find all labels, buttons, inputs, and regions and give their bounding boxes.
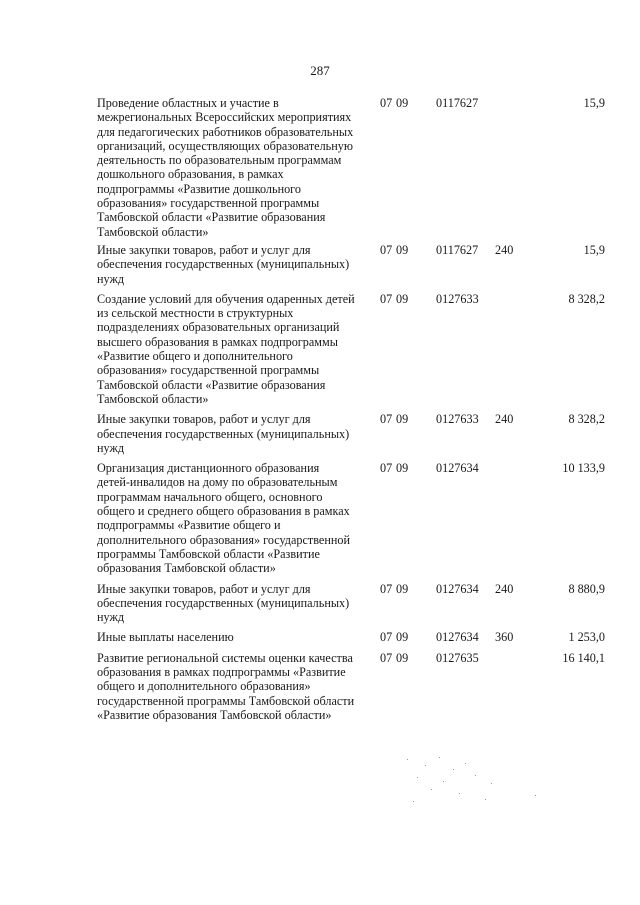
row-section: 07 [380,96,393,110]
row-description: Иные закупки товаров, работ и услуг для обеспечения государственных (муниципальных) нужд [97,581,350,625]
row-subsection: 09 [396,630,409,645]
row-description: Создание условий для обучения одаренных детей из сельской местности в структурных подразделениях образовательных организаций высшего образования в рамках подпрограммы «Развитие общего и дополнительного образования» государственной программы Тамбовской области «Развитие образования Тамбовской области» [97,291,355,406]
table-row [97,651,605,722]
row-target-article: 0127634 [436,581,479,596]
row-section: 07 [380,630,393,645]
budget-table [97,96,605,722]
row-amount: 15,9 [583,242,605,257]
table-row [97,96,605,239]
row-amount: 15,9 [583,96,605,110]
row-expense-type: 240 [495,581,514,596]
row-target-article: 0127634 [436,630,479,645]
scan-speckle [395,755,545,815]
row-section: 07 [380,242,393,257]
table-row [97,582,605,625]
row-section: 07 [380,412,393,427]
row-target-article: 0127635 [436,650,479,665]
row-expense-type: 240 [495,242,514,257]
row-subsection: 09 [396,650,409,665]
row-expense-type: 240 [495,412,514,427]
row-subsection: 09 [396,242,409,257]
row-amount: 8 880,9 [568,581,605,596]
row-subsection: 09 [396,291,409,306]
table-row [97,461,605,575]
table-row [97,292,605,406]
row-section: 07 [380,650,393,665]
row-description: Иные закупки товаров, работ и услуг для обеспечения государственных (муниципальных) нужд [97,242,350,286]
row-amount: 8 328,2 [568,412,605,427]
table-row [97,412,605,455]
row-amount: 1 253,0 [568,630,605,645]
row-subsection: 09 [396,581,409,596]
row-description: Развитие региональной системы оценки качества образования в рамках подпрограммы «Развитие общего и дополнительного образования» государственной программы Тамбовской области «Развитие образования Тамбовской области» [97,650,355,722]
row-description: Проведение областных и участие в межрегиональных Всероссийских мероприятиях для педагогических работников образовательных организаций, осуществляющих образовательную деятельность по образовательным программам дошкольного образования, в рамках подпрограммы «Развитие дошкольного образования» государственной программы Тамбовской области «Развитие образования Тамбовской области» [97,96,354,239]
row-amount: 16 140,1 [562,650,605,665]
row-section: 07 [380,581,393,596]
row-section: 07 [380,291,393,306]
row-target-article: 0127633 [436,291,479,306]
row-subsection: 09 [396,412,409,427]
row-section: 07 [380,461,393,476]
row-target-article: 0117627 [436,96,479,110]
row-description: Организация дистанционного образования детей-инвалидов на дому по образовательным программам начального общего, основного общего и среднего общего образования в рамках подпрограммы «Развитие общего и дополнительного образования» государственной программы Тамбовской области «Развитие образования Тамбовской области» [97,461,350,576]
table-row [97,630,605,644]
row-subsection: 09 [396,461,409,476]
row-subsection: 09 [396,96,409,110]
page-number: 287 [310,63,330,78]
row-description: Иные выплаты населению [97,630,234,645]
row-description: Иные закупки товаров, работ и услуг для обеспечения государственных (муниципальных) нужд [97,412,350,455]
row-target-article: 0127634 [436,461,479,476]
table-row [97,243,605,286]
row-amount: 8 328,2 [568,291,605,306]
row-target-article: 0127633 [436,412,479,427]
row-expense-type: 360 [495,630,514,645]
row-amount: 10 133,9 [562,461,605,476]
row-target-article: 0117627 [436,242,479,257]
